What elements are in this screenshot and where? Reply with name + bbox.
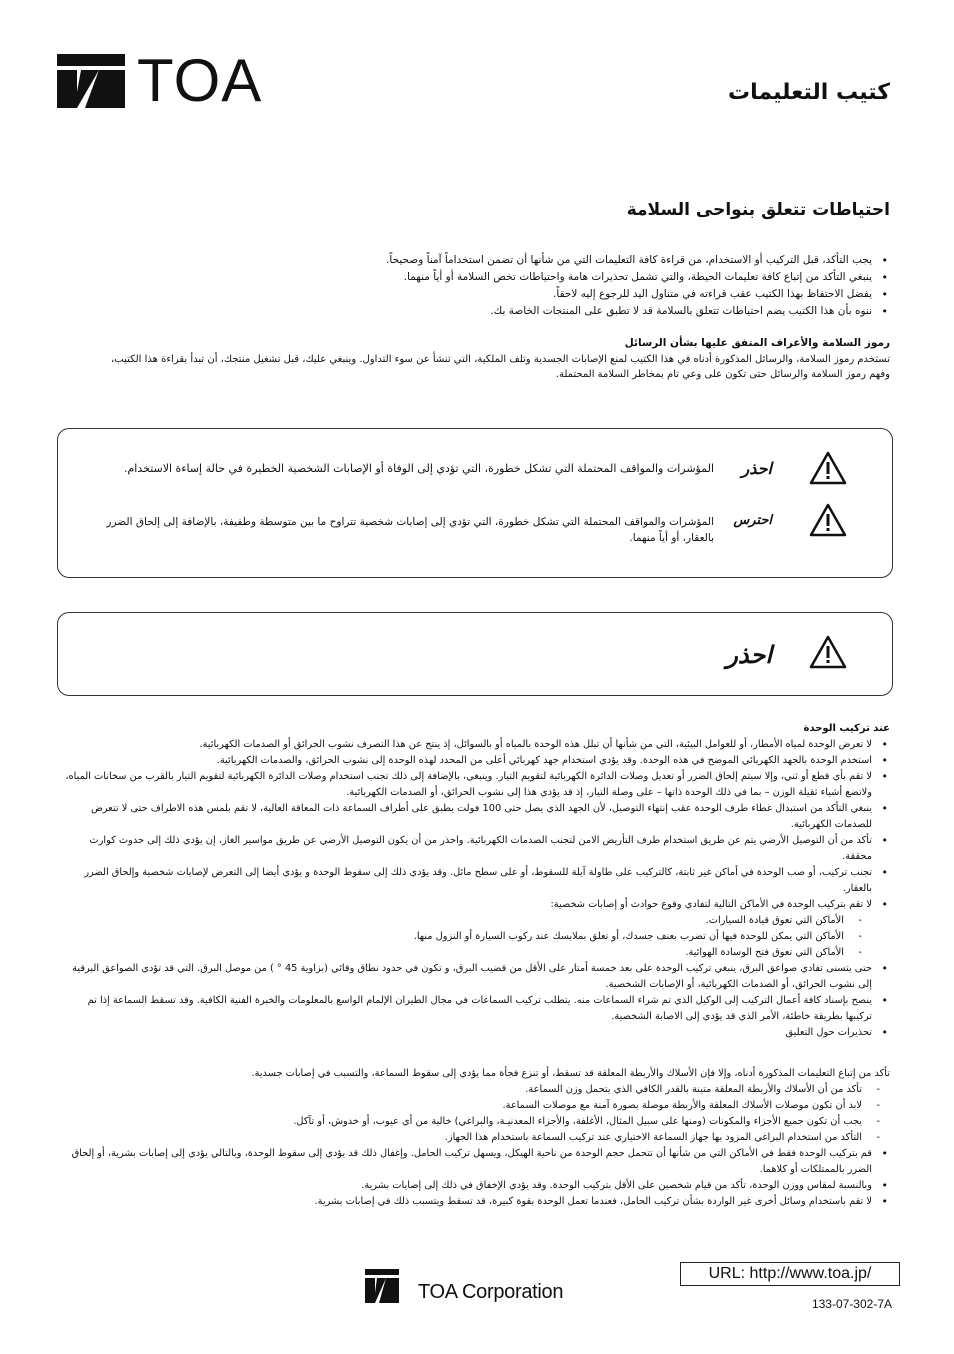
intro-list [340,252,890,320]
list-item: • لا تقم باستخدام وسائل أخرى غير الواردة بشأن تركيب الحامل، فعندما تعمل الوحدة بقوة كبيرة، قد تسقط ويتسبب ذلك في إصابات بشرية. [60,1194,872,1210]
list-item: • تجنب تركيب، أو صب الوحدة في أماكن غير ثابتة، كالتركيب على طاولة آيلة للسقوط، أو على سطح مائل. وقد يؤدي ذلك إلى سقوط الوحدة و يؤدي أيضا إلى التعرض لإصابات شخصية وإلحاق الضرر بالعقار. [60,865,872,897]
places-intro: • لا تقم بتركيب الوحدة في الأماكن التالية لتفادي وقوع حوادث أو إصابات شخصية: [550,899,872,910]
list-item: • حتى يتسنى تفادي صواعق البرق، ينبغي تركيب الوحدة على بعد خمسة أمتار على الأقل من قضيب البرق، و تكون في حدود نطاق وقائي (بزاوية 45 ° ) من موصل البرق. التي قد تؤدي الصواعق البرقية إلى نشوب الحرائق، أو الصدمات الكهربائية، أو الإصابات الشخصية. [60,961,872,993]
list-item: - الأماكن التي تعوق قيادة السيارات. [60,913,844,929]
toa-emblem-icon [364,1268,400,1304]
toa-logo [55,47,265,114]
signal-words-box [57,428,893,578]
symbols-body: تستخدم رموز السلامة، والرسائل المذكورة أدناه في هذا الكتيب لمنع الإصابات الجسدية وتلف الملكية، التي تنشأ عن سوء التداول. وينبغي عليك، قبل تشغيل منتجك، أن تبدأ بقراءة هذا الكتيب، وفهم رموز السلامة والرسائل حتى تكون على وعي تام بمخاطر السلامة المحتملة. [111,354,890,380]
toa-emblem-icon [57,54,125,108]
list-item: • لا تعرض الوحدة لمياه الأمطار، أو للعوامل البيئية، التي من شأنها أن تبلل هذه الوحدة بالمياه أو بالسوائل، إذ ينتج عن هذا التصرف نشوب الحرائق أو الصدمات الكهربائية. [60,737,872,753]
caution-triangle-icon [809,503,847,537]
logo-text: TOA [137,47,263,114]
list-item: - تأكد من أن الأسلاك والأربطة المعلقة متينة بالقدر الكافي الذي يتحمل وزن السماعة. [60,1082,862,1098]
installation-list [60,737,890,1041]
warning-box [57,612,893,696]
url-link[interactable]: URL: http://www.toa.jp/ [680,1262,900,1286]
document-code: 133-07-302-7A [811,1297,892,1311]
list-item: • استخدم الوحدة بالجهد الكهربائي الموضح في هذه الوحدة. وقد يؤدي استخدام جهد كهربائي أعلى من المحدد لهذه الوحدة إلى نشوب الحرائق، والصدمات الكهربائية. [60,753,872,769]
list-item: • قم بتركيب الوحدة فقط في الأماكن التي من شأنها أن تتحمل حجم الوحدة من ناحية الهيكل، ويسهل تركيب الحامل. وإغفال ذلك قد يؤدي إلى سقوط الوحدة، وبالتالي يؤدي إلى إصابات بشرية، أو إلحاق الضرر بالممتلكات أو كلاهما. [60,1146,872,1178]
warning-word: احذر [741,459,772,478]
list-item [60,1025,872,1041]
safety-heading: احتياطات تتعلق بنواحى السلامة [626,200,890,220]
corporation-name: TOA Corporation [418,1281,564,1303]
warning-description: المؤشرات والمواقف المحتملة التي تشكل خطورة، التي تؤدي إلى الوفاة أو الإصابات الشخصية الخطيرة في حالة إساءة الاستخدام. [123,462,714,475]
hanging-intro: تأكد من إتباع التعليمات المذكورة أدناه، وإلا فإن الأسلاك والأربطة المعلقة قد تسقط، أو تنزع فجأة مما يؤدي إلى سقوط السماعة، والتسبب في إصابات جسدية. [251,1068,890,1079]
symbols-heading: رموز السلامة والأعراف المتفق عليها بشأن الرسائل [624,337,890,349]
list-item: • ينبغي التأكد من استبدال غطاء طرف الوحدة عقب إنتهاء التوصيل، لأن الجهد الذي يصل حتى 100 فولت يطبق على أطراف السماعة ذات المعاقة العالية، لا تقم بلمس هذه الاطراف حتى لا تتعرض للصدمات الكهربائية. [60,801,872,833]
list-item: • ينبغي التأكد من إتباع كافة تعليمات الحيطة، والتي تشمل تحذيرات هامة واحتياطات تخص السلامة أو أياً منهما. [340,269,872,286]
list-item [60,897,872,961]
warning-box-word: احذر [726,641,772,669]
installation-heading: عند تركيب الوحدة [803,723,890,734]
caution-word: احترس [733,513,772,528]
list-item: • يجب التأكد، قبل التركيب أو الاستخدام، من قراءة كافة التعليمات التي من شأنها أن تضمن استخداماً آمناً وصحيحاً. [340,252,872,269]
final-list [60,1146,890,1210]
list-item: • وبالنسبة لمقاس ووزن الوحدة، تأكد من قيام شخصين على الأقل بتركيب الوحدة. وقد يؤدي الإخفاق في ذلك إلى إصابات بشرية. [60,1178,872,1194]
list-item: - الأماكن التي يمكن للوحدة فيها أن تضرب بعنف جسدك، أو تعلق بملابسك عند ركوب السيارة أو النزول منها. [60,929,844,945]
list-item: • ننوه بأن هذا الكتيب يضم احتياطات تتعلق بالسلامة قد لا تطبق على المنتجات الخاصة بك. [340,303,872,320]
list-item: • لا تقم بأي قطع أو ثني، وإلا سيتم إلحاق الضرر أو تعديل وصلات الدائرة الكهربائية لتقويم التيار. وينبغي، بالإضافة إلى ذلك تجنب استخدام وصلات الدائرة الكهربائية لتقويم التيار بالقرب من سخانات المياه، ولاتضع أشياء ثقيلة الوزن – بما في ذلك الوحدة ذاتها – على وصلة التيار، إذ قد يؤدي هذا إلى نشوب الحرائق، أو الصدمات الكهربائية. [60,769,872,801]
hanging-title: • تحذيرات حول التعليق [785,1027,872,1038]
corporation-logo [364,1268,400,1308]
places-list [60,913,872,961]
list-item: - التأكد من استخدام البراغي المزود بها جهاز السماعة الاختياري عند تركيب السماعة باستخدام هذا الجهاز. [60,1130,862,1146]
list-item: • تأكد من أن التوصيل الأرضي يتم عن طريق استخدام طرف التأريض الامن لتجنب الصدمات الكهربائية. واحذر من أن يكون التوصيل الأرضي عن طريق مواسير الغاز، إن يؤدي ذلك إلى حدوث كوارث محققة. [60,833,872,865]
list-item: • ينصح بإسناد كافة أعمال التركيب إلى الوكيل الذي تم شراء السماعات منه. يتطلب تركيب السماعات في مجال الطيران الإلمام الواسع بالمعلومات والخبرة الفنية الكافية. وقد تسقط السماعة إذا تم تركيبها بطريقة خاطئة، الأمر الذي قد يؤدي إلى الاصابة الشخصية. [60,993,872,1025]
list-item: - الأماكن التي تعوق فتح الوسادة الهوائية. [60,945,844,961]
warning-triangle-icon [809,451,847,485]
hanging-list [60,1082,890,1146]
list-item: - لابد أن تكون موصلات الأسلاك المعلقة والأربطة موصلة بصورة آمنة مع موصلات السماعة. [60,1098,862,1114]
hanging-block [60,1066,890,1210]
list-item: • يفضل الاحتفاظ بهذا الكتيب عقب قراءته في متناول اليد للرجوع إليه لاحقاً. [340,286,872,303]
document-title: كتيب التعليمات [728,80,890,105]
caution-description: المؤشرات والمواقف المحتملة التي تشكل خطورة، التي تؤدي إلى إصابات شخصية تتراوح ما بين متوسطة وطفيفة، بالإضافة إلى إلحاق الضرر بالعقار، أو أياً منهما. [106,516,714,544]
warning-triangle-icon [809,635,847,669]
list-item: - يجب أن تكون جميع الأجزاء والمكونات (ومنها على سبيل المثال، الأغلفة، والأجزاء المعدنيـة، والبراغي) خالية من أي عيوب، أو خدوش، أو تآكل. [60,1114,862,1130]
